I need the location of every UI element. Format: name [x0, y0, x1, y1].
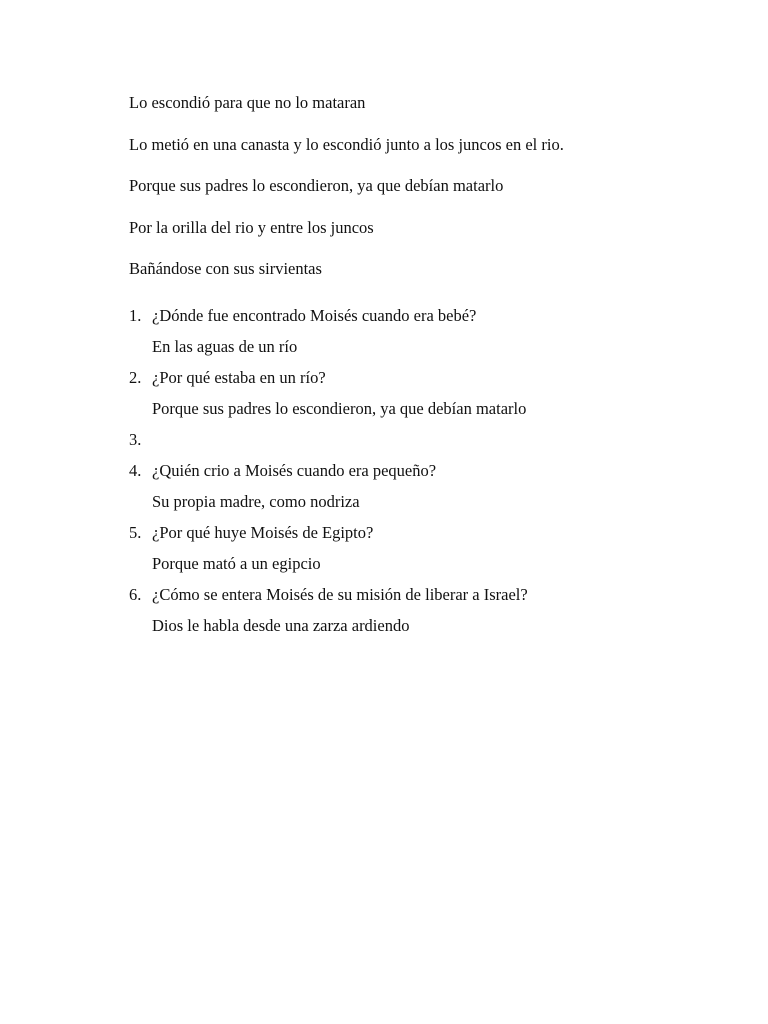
question-list: [129, 300, 729, 641]
question-text: ¿Dónde fue encontrado Moisés cuando era bebé?: [152, 305, 477, 325]
question-item-2: [129, 362, 729, 424]
question-text: ¿Quién crio a Moisés cuando era pequeño?: [152, 460, 437, 480]
answer-text: Dios le habla desde una zarza ardiendo: [152, 615, 410, 635]
paragraph-3: Porque sus padres lo escondieron, ya que debían matarlo: [129, 176, 504, 195]
answer-text: Porque mató a un egipcio: [152, 553, 321, 573]
answer-text: Su propia madre, como nodriza: [152, 491, 360, 511]
answer-text: En las aguas de un río: [152, 336, 298, 356]
question-number: 2.: [129, 367, 142, 387]
question-number: 1.: [129, 305, 142, 325]
question-text: [152, 424, 729, 455]
question-item-5: [129, 517, 729, 579]
question-number: 4.: [129, 460, 142, 480]
paragraph-1: Lo escondió para que no lo mataran: [129, 93, 366, 112]
question-item-3: [129, 424, 729, 455]
document-body: [129, 92, 729, 641]
question-item-4: [129, 455, 729, 517]
question-number: 3.: [129, 429, 142, 449]
paragraph-5: Bañándose con sus sirvientas: [129, 259, 322, 278]
question-number: 5.: [129, 522, 142, 542]
question-number: 6.: [129, 584, 142, 604]
question-text: ¿Por qué estaba en un río?: [152, 367, 326, 387]
question-item-1: [129, 300, 729, 362]
question-item-6: [129, 579, 729, 641]
paragraph-4: Por la orilla del rio y entre los juncos: [129, 217, 374, 237]
question-text: ¿Cómo se entera Moisés de su misión de liberar a Israel?: [152, 584, 528, 604]
answer-text: Porque sus padres lo escondieron, ya que debían matarlo: [152, 398, 527, 418]
question-text: ¿Por qué huye Moisés de Egipto?: [152, 522, 374, 542]
paragraph-2: Lo metió en una canasta y lo escondió junto a los juncos en el rio.: [129, 134, 564, 154]
